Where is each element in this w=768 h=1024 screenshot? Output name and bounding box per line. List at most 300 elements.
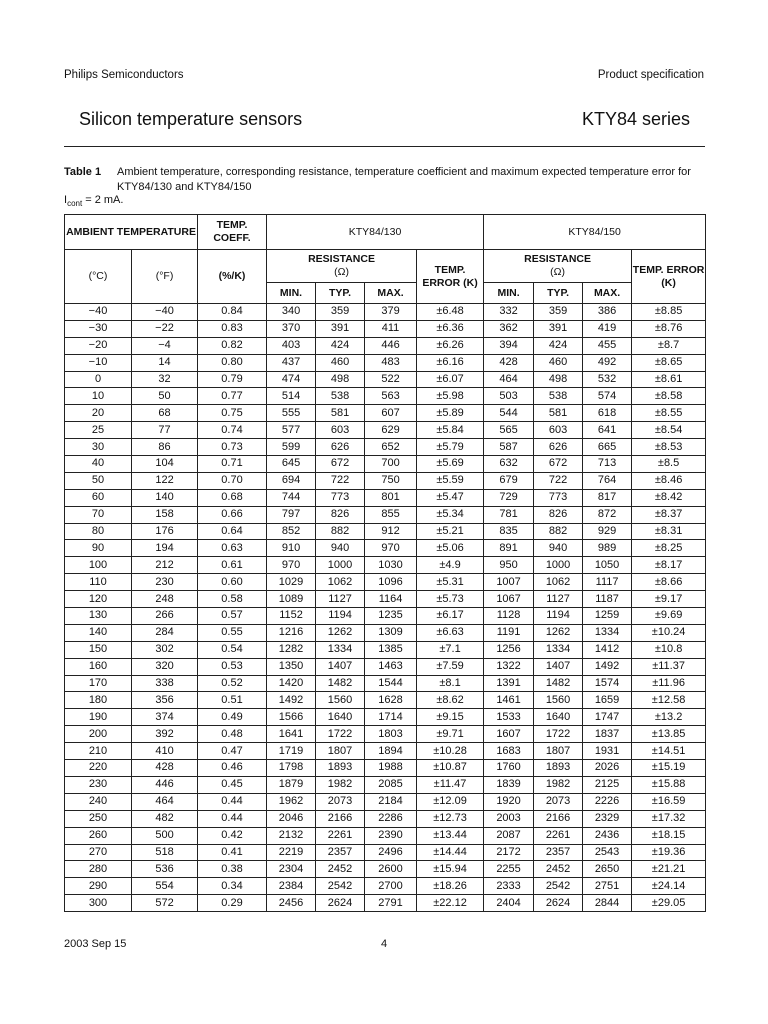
table-cell: 2543 — [583, 844, 632, 861]
table-cell: 1420 — [267, 675, 316, 692]
table-cell: 2073 — [534, 793, 583, 810]
table-cell: 1879 — [267, 776, 316, 793]
table-cell: 536 — [132, 861, 198, 878]
table-cell: ±22.12 — [417, 895, 484, 912]
table-cell: 0.44 — [198, 793, 267, 810]
table-cell: 1640 — [316, 709, 365, 726]
table-row — [65, 726, 706, 743]
table-cell: 2333 — [484, 878, 534, 895]
table-cell: 970 — [365, 540, 417, 557]
table-cell: 1334 — [534, 641, 583, 658]
table-row — [65, 861, 706, 878]
table-cell: 32 — [132, 371, 198, 388]
table-cell: 826 — [534, 506, 583, 523]
table-cell: 1117 — [583, 574, 632, 591]
table-cell: ±8.62 — [417, 692, 484, 709]
table-cell: 1256 — [484, 641, 534, 658]
table-cell: 764 — [583, 472, 632, 489]
table-cell: 2624 — [316, 895, 365, 912]
table-cell: 522 — [365, 371, 417, 388]
table-cell: 284 — [132, 624, 198, 641]
table-cell: ±8.7 — [632, 337, 706, 354]
table-cell: 391 — [316, 320, 365, 337]
table-cell: 817 — [583, 489, 632, 506]
table-cell: ±6.07 — [417, 371, 484, 388]
table-cell: 332 — [484, 304, 534, 321]
table-cell: 411 — [365, 320, 417, 337]
table-cell: ±8.61 — [632, 371, 706, 388]
table-cell: ±5.73 — [417, 591, 484, 608]
table-cell: 359 — [534, 304, 583, 321]
table-cell: ±5.21 — [417, 523, 484, 540]
table-cell: 1807 — [534, 743, 583, 760]
table-cell: ±5.31 — [417, 574, 484, 591]
table-cell: 577 — [267, 422, 316, 439]
table-cell: 2184 — [365, 793, 417, 810]
table-cell: 0.61 — [198, 557, 267, 574]
table-cell: 2542 — [316, 878, 365, 895]
table-cell: 1798 — [267, 760, 316, 777]
table-cell: 428 — [132, 760, 198, 777]
table-cell: 1807 — [316, 743, 365, 760]
table-cell: 1030 — [365, 557, 417, 574]
table-cell: 0 — [65, 371, 132, 388]
table-cell: 2357 — [534, 844, 583, 861]
col-max-130: MAX. — [365, 283, 417, 304]
table-cell: 379 — [365, 304, 417, 321]
table-cell: 929 — [583, 523, 632, 540]
table-row — [65, 895, 706, 912]
table-cell: 1893 — [316, 760, 365, 777]
table-cell: 2026 — [583, 760, 632, 777]
table-cell: 0.46 — [198, 760, 267, 777]
header-doc-type: Product specification — [597, 69, 704, 81]
table-row — [65, 878, 706, 895]
table-cell: 140 — [132, 489, 198, 506]
table-cell: 2384 — [267, 878, 316, 895]
table-cell: 338 — [132, 675, 198, 692]
footer-date: 2003 Sep 15 — [64, 938, 127, 950]
table-row — [65, 388, 706, 405]
table-row — [65, 827, 706, 844]
col-temp-error-150: TEMP. ERROR (K) — [632, 250, 706, 304]
table-cell: 68 — [132, 405, 198, 422]
table-cell: 2085 — [365, 776, 417, 793]
table-cell: 538 — [534, 388, 583, 405]
table-cell: 0.71 — [198, 456, 267, 473]
table-cell: ±18.15 — [632, 827, 706, 844]
table-cell: 210 — [65, 743, 132, 760]
table-cell: 370 — [267, 320, 316, 337]
table-row — [65, 776, 706, 793]
table-cell: ±5.84 — [417, 422, 484, 439]
table-cell: ±5.79 — [417, 439, 484, 456]
table-cell: 1894 — [365, 743, 417, 760]
table-cell: 2496 — [365, 844, 417, 861]
table-cell: 374 — [132, 709, 198, 726]
table-cell: 0.84 — [198, 304, 267, 321]
resistance-label: RESISTANCE — [308, 253, 375, 265]
table-cell: −40 — [132, 304, 198, 321]
table-cell: 1412 — [583, 641, 632, 658]
table-cell: ±13.44 — [417, 827, 484, 844]
table-cell: 0.44 — [198, 810, 267, 827]
table-row — [65, 709, 706, 726]
table-cell: ±15.19 — [632, 760, 706, 777]
table-row — [65, 793, 706, 810]
table-cell: 0.75 — [198, 405, 267, 422]
table-cell: 563 — [365, 388, 417, 405]
table-cell: 852 — [267, 523, 316, 540]
table-cell: 773 — [534, 489, 583, 506]
table-cell: 50 — [132, 388, 198, 405]
table-cell: 801 — [365, 489, 417, 506]
table-row — [65, 337, 706, 354]
table-cell: 1566 — [267, 709, 316, 726]
table-row — [65, 456, 706, 473]
table-cell: 1164 — [365, 591, 417, 608]
table-cell: 1659 — [583, 692, 632, 709]
table-body — [65, 304, 706, 912]
table-cell: 0.79 — [198, 371, 267, 388]
table-cell: 391 — [534, 320, 583, 337]
table-cell: 2390 — [365, 827, 417, 844]
table-row — [65, 371, 706, 388]
table-cell: 1062 — [316, 574, 365, 591]
table-cell: 194 — [132, 540, 198, 557]
unit-celsius: (°C) — [65, 250, 132, 304]
table-cell: 455 — [583, 337, 632, 354]
table-cell: 1407 — [316, 658, 365, 675]
table-cell: ±8.42 — [632, 489, 706, 506]
table-cell: ±8.55 — [632, 405, 706, 422]
table-cell: 574 — [583, 388, 632, 405]
table-cell: 270 — [65, 844, 132, 861]
resistance-unit: (Ω) — [334, 266, 349, 278]
table-cell: ±6.36 — [417, 320, 484, 337]
table-cell: ±13.2 — [632, 709, 706, 726]
table-cell: 2791 — [365, 895, 417, 912]
table-caption — [64, 165, 706, 194]
table-cell: 587 — [484, 439, 534, 456]
table-cell: 1235 — [365, 608, 417, 625]
table-cell: 1560 — [534, 692, 583, 709]
table-cell: 1747 — [583, 709, 632, 726]
table-cell: 0.47 — [198, 743, 267, 760]
table-cell: 419 — [583, 320, 632, 337]
table-cell: ±8.66 — [632, 574, 706, 591]
table-cell: 474 — [267, 371, 316, 388]
table-cell: 180 — [65, 692, 132, 709]
table-cell: 2436 — [583, 827, 632, 844]
table-cell: ±29.05 — [632, 895, 706, 912]
table-cell: 482 — [132, 810, 198, 827]
table-cell: 130 — [65, 608, 132, 625]
table-cell: ±12.58 — [632, 692, 706, 709]
col-temp-error-130: TEMP. ERROR (K) — [417, 250, 484, 304]
table-row — [65, 304, 706, 321]
table-cell: 50 — [65, 472, 132, 489]
table-cell: 1128 — [484, 608, 534, 625]
table-cell: 572 — [132, 895, 198, 912]
table-cell: ±15.94 — [417, 861, 484, 878]
table-cell: 1334 — [583, 624, 632, 641]
table-cell: 555 — [267, 405, 316, 422]
table-cell: 1628 — [365, 692, 417, 709]
table-cell: 40 — [65, 456, 132, 473]
table-cell: 200 — [65, 726, 132, 743]
table-cell: 1683 — [484, 743, 534, 760]
table-row — [65, 354, 706, 371]
test-condition — [64, 194, 123, 208]
table-cell: ±10.24 — [632, 624, 706, 641]
table-cell: ±9.15 — [417, 709, 484, 726]
table-row — [65, 506, 706, 523]
table-cell: 0.63 — [198, 540, 267, 557]
table-cell: 460 — [534, 354, 583, 371]
table-cell: ±12.73 — [417, 810, 484, 827]
col-min-130: MIN. — [267, 283, 316, 304]
table-cell: ±8.1 — [417, 675, 484, 692]
table-cell: 2073 — [316, 793, 365, 810]
table-cell: 503 — [484, 388, 534, 405]
table-cell: 0.77 — [198, 388, 267, 405]
table-cell: 797 — [267, 506, 316, 523]
table-cell: 626 — [316, 439, 365, 456]
table-cell: 2329 — [583, 810, 632, 827]
table-cell: 428 — [484, 354, 534, 371]
table-cell: 0.49 — [198, 709, 267, 726]
table-cell: 0.55 — [198, 624, 267, 641]
table-cell: 60 — [65, 489, 132, 506]
col-max-150: MAX. — [583, 283, 632, 304]
table-cell: 500 — [132, 827, 198, 844]
table-cell: 641 — [583, 422, 632, 439]
resistance-table — [64, 214, 706, 912]
table-cell: 392 — [132, 726, 198, 743]
table-cell: 855 — [365, 506, 417, 523]
table-cell: 1988 — [365, 760, 417, 777]
table-cell: 950 — [484, 557, 534, 574]
table-cell: 464 — [484, 371, 534, 388]
table-cell: 0.29 — [198, 895, 267, 912]
table-cell: 1262 — [534, 624, 583, 641]
table-cell: 2304 — [267, 861, 316, 878]
table-cell: 498 — [534, 371, 583, 388]
table-cell: 170 — [65, 675, 132, 692]
table-cell: 1062 — [534, 574, 583, 591]
table-cell: 0.60 — [198, 574, 267, 591]
table-cell: 940 — [316, 540, 365, 557]
table-cell: ±5.47 — [417, 489, 484, 506]
table-cell: 1029 — [267, 574, 316, 591]
table-cell: 645 — [267, 456, 316, 473]
table-cell: 1350 — [267, 658, 316, 675]
table-cell: 744 — [267, 489, 316, 506]
table-cell: 1407 — [534, 658, 583, 675]
table-cell: 403 — [267, 337, 316, 354]
table-row — [65, 523, 706, 540]
table-cell: 0.73 — [198, 439, 267, 456]
table-cell: 910 — [267, 540, 316, 557]
table-cell: 0.48 — [198, 726, 267, 743]
table-cell: ±7.1 — [417, 641, 484, 658]
table-cell: 1216 — [267, 624, 316, 641]
table-cell: 2003 — [484, 810, 534, 827]
table-cell: 618 — [583, 405, 632, 422]
table-cell: 2166 — [316, 810, 365, 827]
table-cell: ±5.98 — [417, 388, 484, 405]
page-number: 4 — [380, 938, 388, 950]
table-cell: 750 — [365, 472, 417, 489]
table-cell: 0.80 — [198, 354, 267, 371]
table-cell: ±11.96 — [632, 675, 706, 692]
table-cell: 302 — [132, 641, 198, 658]
table-cell: 1482 — [316, 675, 365, 692]
table-cell: 1962 — [267, 793, 316, 810]
header-company: Philips Semiconductors — [64, 69, 184, 81]
table-row — [65, 675, 706, 692]
table-cell: 2456 — [267, 895, 316, 912]
table-cell: 1187 — [583, 591, 632, 608]
table-cell: 290 — [65, 878, 132, 895]
table-cell: 603 — [316, 422, 365, 439]
table-cell: ±18.26 — [417, 878, 484, 895]
table-cell: 2286 — [365, 810, 417, 827]
table-cell: 599 — [267, 439, 316, 456]
table-cell: 835 — [484, 523, 534, 540]
table-cell: −22 — [132, 320, 198, 337]
table-cell: ±8.37 — [632, 506, 706, 523]
table-cell: 518 — [132, 844, 198, 861]
table-cell: ±8.65 — [632, 354, 706, 371]
table-cell: 1893 — [534, 760, 583, 777]
table-cell: 483 — [365, 354, 417, 371]
table-cell: 581 — [316, 405, 365, 422]
table-cell: ±8.17 — [632, 557, 706, 574]
table-cell: 2132 — [267, 827, 316, 844]
table-cell: ±6.26 — [417, 337, 484, 354]
table-cell: 1127 — [534, 591, 583, 608]
table-cell: 250 — [65, 810, 132, 827]
table-cell: 460 — [316, 354, 365, 371]
table-cell: 492 — [583, 354, 632, 371]
table-row — [65, 692, 706, 709]
table-cell: ±17.32 — [632, 810, 706, 827]
table-row — [65, 489, 706, 506]
table-cell: 1803 — [365, 726, 417, 743]
table-cell: 1641 — [267, 726, 316, 743]
table-row — [65, 810, 706, 827]
table-cell: 2219 — [267, 844, 316, 861]
table-cell: 989 — [583, 540, 632, 557]
table-cell: −30 — [65, 320, 132, 337]
table-cell: 1492 — [583, 658, 632, 675]
table-cell: 1391 — [484, 675, 534, 692]
table-cell: ±5.89 — [417, 405, 484, 422]
table-cell: 1334 — [316, 641, 365, 658]
table-cell: 248 — [132, 591, 198, 608]
table-caption-text: Ambient temperature, corresponding resistance, temperature coefficient and maximum expected temperature error for KTY84/130 and KTY84/150 — [117, 166, 691, 193]
table-cell: ±8.76 — [632, 320, 706, 337]
table-cell: 1000 — [534, 557, 583, 574]
unit-percent-per-k: (%/K) — [198, 250, 267, 304]
table-cell: ±4.9 — [417, 557, 484, 574]
table-cell: 1722 — [316, 726, 365, 743]
table-cell: ±6.63 — [417, 624, 484, 641]
product-series: KTY84 series — [581, 109, 690, 129]
table-cell: 0.64 — [198, 523, 267, 540]
table-cell: ±11.47 — [417, 776, 484, 793]
table-cell: 230 — [132, 574, 198, 591]
table-cell: 1191 — [484, 624, 534, 641]
table-cell: 2261 — [316, 827, 365, 844]
table-row — [65, 844, 706, 861]
table-cell: ±19.36 — [632, 844, 706, 861]
table-row — [65, 422, 706, 439]
table-cell: 2046 — [267, 810, 316, 827]
table-cell: 970 — [267, 557, 316, 574]
table-cell: 700 — [365, 456, 417, 473]
table-cell: 0.66 — [198, 506, 267, 523]
table-cell: ±9.69 — [632, 608, 706, 625]
table-cell: ±5.69 — [417, 456, 484, 473]
table-cell: ±8.31 — [632, 523, 706, 540]
table-cell: 446 — [132, 776, 198, 793]
table-cell: 2255 — [484, 861, 534, 878]
table-cell: 30 — [65, 439, 132, 456]
table-cell: 0.74 — [198, 422, 267, 439]
table-cell: 1089 — [267, 591, 316, 608]
table-cell: 1482 — [534, 675, 583, 692]
table-cell: 1839 — [484, 776, 534, 793]
table-cell: ±8.46 — [632, 472, 706, 489]
table-cell: 1000 — [316, 557, 365, 574]
table-cell: 100 — [65, 557, 132, 574]
table-cell: 538 — [316, 388, 365, 405]
table-row — [65, 405, 706, 422]
table-row — [65, 624, 706, 641]
table-cell: 437 — [267, 354, 316, 371]
table-cell: 2650 — [583, 861, 632, 878]
table-cell: 266 — [132, 608, 198, 625]
table-cell: 1194 — [316, 608, 365, 625]
table-cell: 891 — [484, 540, 534, 557]
table-cell: 2452 — [534, 861, 583, 878]
table-cell: 158 — [132, 506, 198, 523]
table-cell: 1463 — [365, 658, 417, 675]
table-cell: −10 — [65, 354, 132, 371]
table-cell: 190 — [65, 709, 132, 726]
table-cell: 1722 — [534, 726, 583, 743]
table-cell: 300 — [65, 895, 132, 912]
table-cell: 1007 — [484, 574, 534, 591]
table-cell: 150 — [65, 641, 132, 658]
table-row — [65, 608, 706, 625]
page-title: Silicon temperature sensors — [79, 109, 303, 129]
table-cell: 1714 — [365, 709, 417, 726]
table-cell: 1760 — [484, 760, 534, 777]
table-cell: 424 — [534, 337, 583, 354]
table-cell: 1931 — [583, 743, 632, 760]
table-cell: 386 — [583, 304, 632, 321]
table-cell: ±10.28 — [417, 743, 484, 760]
table-cell: 672 — [534, 456, 583, 473]
table-cell: 0.68 — [198, 489, 267, 506]
table-cell: 882 — [534, 523, 583, 540]
table-cell: ±7.59 — [417, 658, 484, 675]
table-cell: 2087 — [484, 827, 534, 844]
